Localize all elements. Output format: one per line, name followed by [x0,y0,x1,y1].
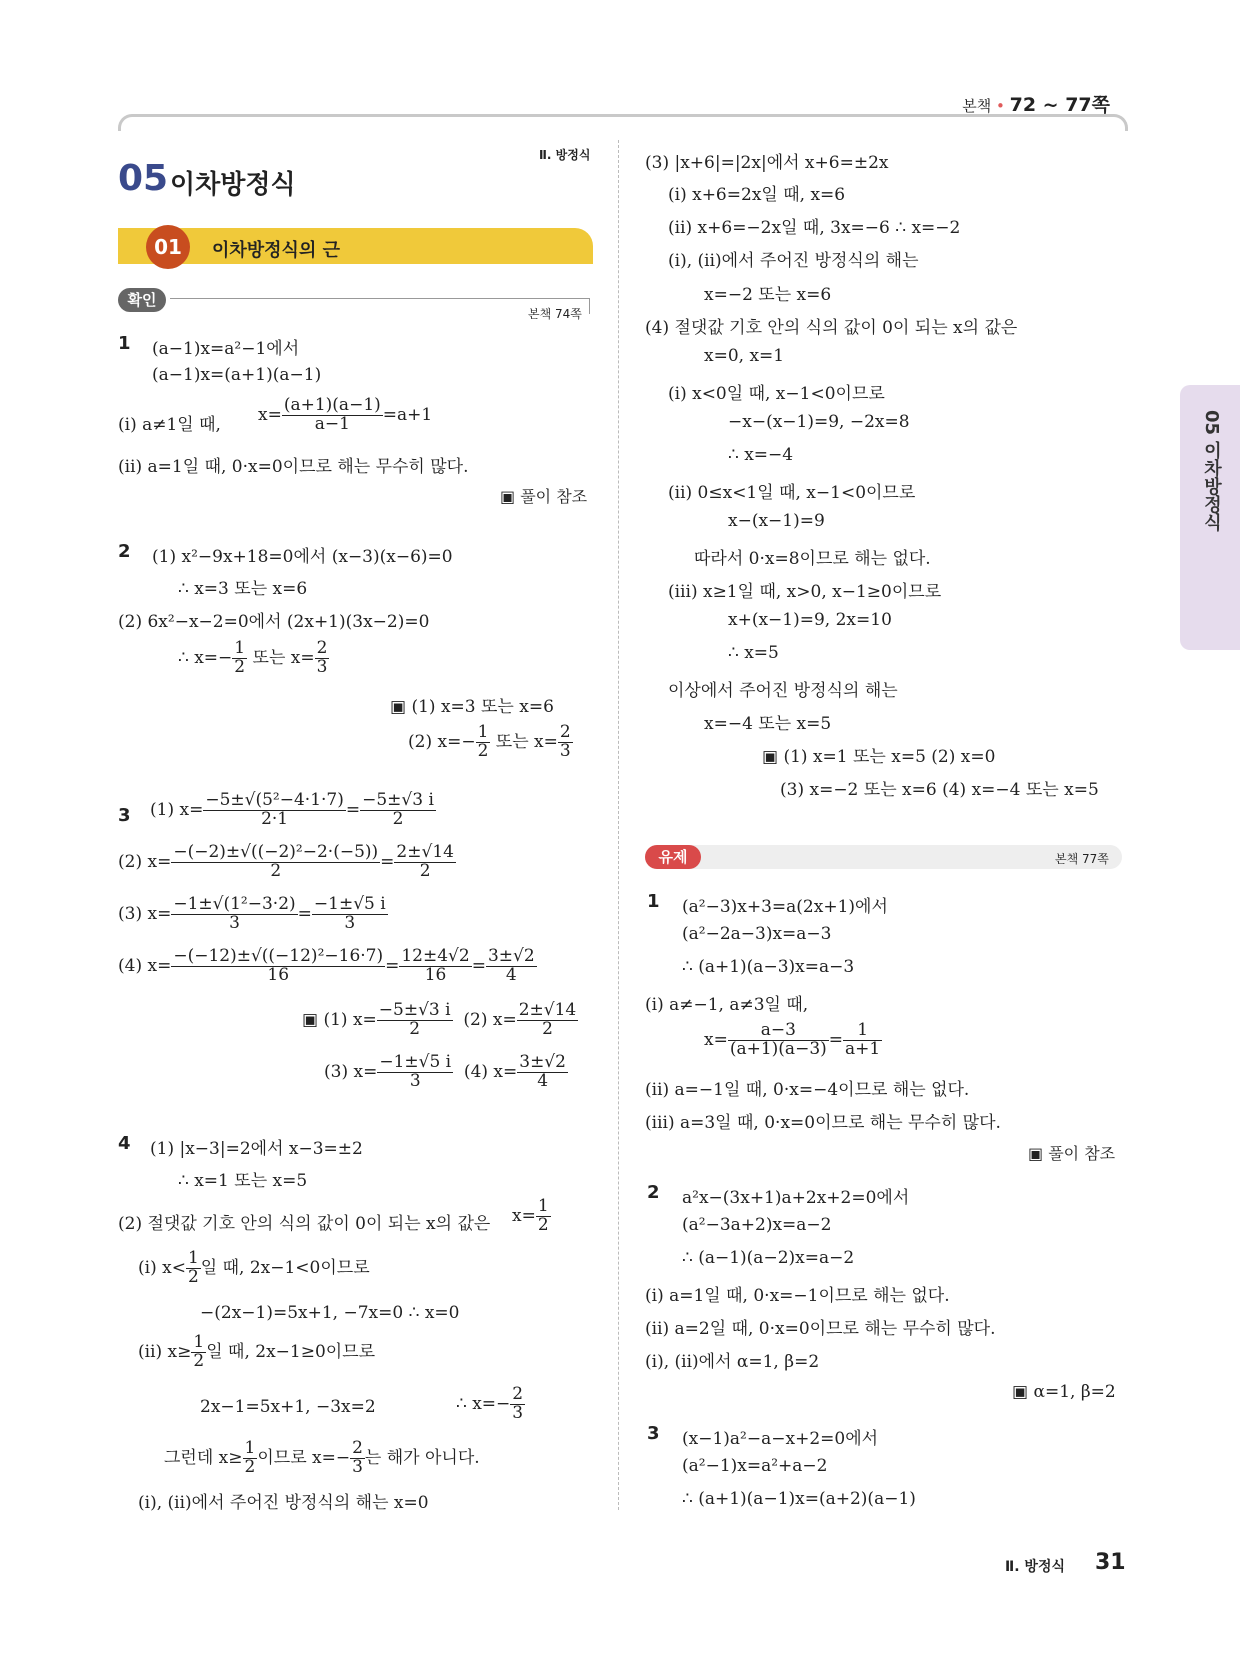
solution-line: (ⅰ) a=1일 때, 0·x=−1이므로 해는 없다. [645,1286,950,1306]
solution-line: (ⅱ) 0≤x<1일 때, x−1<0이므로 [668,483,916,503]
check-badge: 확인 [118,288,166,312]
answer-note-text: 풀이 참조 [520,487,588,506]
solution-line: 이상에서 주어진 방정식의 해는 [668,681,898,701]
solution-line: (ⅲ) a=3일 때, 0·x=0이므로 해는 무수히 많다. [645,1113,1001,1133]
solution-line: x+(x−1)=9, 2x=10 [728,610,892,630]
solution-line: (ⅰ) x+6=2x일 때, x=6 [668,185,846,205]
solution-line: ∴ x=1 또는 x=5 [178,1171,308,1191]
solution-line: (3) |x+6|=|2x|에서 x+6=±2x [645,153,889,173]
solution-line: a²x−(3x+1)a+2x+2=0에서 [682,1188,910,1208]
solution-line: (ⅲ) x≥1일 때, x>0, x−1≥0이므로 [668,582,942,602]
solution-line: (a²−1)x=a²+a−2 [682,1456,828,1476]
solution-line: (ⅱ) a=2일 때, 0·x=0이므로 해는 무수히 많다. [645,1319,996,1339]
solution-line: ∴ (a+1)(a−1)x=(a+2)(a−1) [682,1489,916,1509]
solution-line: (2) 절댓값 기호 안의 식의 값이 0이 되는 x의 값은 [118,1214,491,1234]
check-page-ref: 본책 74쪽 [528,307,582,321]
answer-text: (1) x=1 또는 x=5 (2) x=0 [783,747,996,767]
answer-text: (1) x=3 또는 x=6 [411,697,554,717]
solution-line: (ⅱ) x+6=−2x일 때, 3x=−6 ∴ x=−2 [668,218,961,238]
answer-fraction-line: ▣ (1) x= $\frac{-5\pm√3 i}{2}$ (2) x= $\frac{2\pm√14}{2}$ [302,1000,577,1039]
top-frame [118,114,1128,131]
solution-line: (ⅰ) a≠−1, a≠3일 때, [645,995,809,1015]
solution-line: ∴ (a−1)(a−2)x=a−2 [682,1248,855,1268]
solution-line: (a−1)x=a²−1에서 [152,339,300,359]
math-fraction-line: (ⅰ) x< $\frac{1}{2}$ 일 때, 2x−1<0이므로 [138,1248,370,1287]
solution-line: (ⅰ), (ⅱ)에서 주어진 방정식의 해는 x=0 [138,1493,429,1513]
problem-number: 1 [647,891,660,912]
solution-line: ∴ x=3 또는 x=6 [178,579,308,599]
answer-line: ▣ α=1, β=2 [1012,1382,1116,1402]
solution-line: ∴ x=5 [728,643,779,663]
solution-line: (ⅱ) a=−1일 때, 0·x=−4이므로 해는 없다. [645,1080,970,1100]
footer-part: Ⅱ. 방정식 [1005,1559,1065,1575]
section-title: 이차방정식의 근 [212,240,340,261]
math-fraction-line: x= $\frac{a-3}{(a+1)(a-3)}$ = $\frac{1}{a+1}$ [704,1020,881,1059]
ref-prefix: 본책 [962,97,992,115]
math-fraction-line: (2) x= $\frac{\text{−(−2)±√((−2)²−2·(−5))}}{2}$ = $\frac{2\pm√14}{2}$ [118,842,454,881]
side-tab-label: 05 이차방정식 [1201,410,1222,532]
solution-line: (ⅰ), (ⅱ)에서 α=1, β=2 [645,1352,820,1372]
math-fraction-line: x= $\frac{1}{2}$ [512,1196,549,1235]
chapter-number: 05 [118,158,169,199]
solution-line: (a−1)x=(a+1)(a−1) [152,365,322,385]
solution-line: (ⅰ), (ⅱ)에서 주어진 방정식의 해는 [668,251,919,271]
solution-line: (1) x²−9x+18=0에서 (x−3)(x−6)=0 [152,547,453,567]
practice-badge: 유제 [645,845,701,869]
solution-line: x=−2 또는 x=6 [704,285,832,305]
math-fraction-line: ∴ x=− $\frac{2}{3}$ [456,1384,524,1423]
practice-page-ref: 본책 77쪽 [1055,852,1109,866]
solution-line: (2) 6x²−x−2=0에서 (2x+1)(3x−2)=0 [118,612,430,632]
math-fraction-line: x= $\frac{(a+1)(a-1)}{a-1}$ =a+1 [258,395,433,434]
section-number-badge: 01 [146,225,190,269]
ref-pages: 72 ~ 77쪽 [1009,94,1110,116]
chapter-side-tab[interactable] [1180,385,1240,650]
problem-number: 2 [647,1182,660,1203]
answer-text: α=1, β=2 [1033,1382,1116,1402]
answer-fraction-line: (2) x=− $\frac{1}{2}$ 또는 x= $\frac{2}{3}$ [408,722,571,761]
math-fraction-line: (4) x= $\frac{\text{−(−12)±√((−12)²−16·7)}}{16}$ = $\frac{12\pm 4√2}{16}$ = $\frac{3\pm√2}{4}$ [118,946,535,985]
solution-line: x−(x−1)=9 [728,511,825,531]
solution-line: x=0, x=1 [704,346,785,366]
math-fraction-line: ∴ x=− $\frac{1}{2}$ 또는 x= $\frac{2}{3}$ [178,638,328,677]
solution-line: (ⅰ) x<0일 때, x−1<0이므로 [668,384,885,404]
part-label: Ⅱ. 방정식 [539,148,591,162]
math-fraction-line: (3) x= $\frac{\text{−1±√(1²−3·2)}}{3}$ = $\frac{-1\pm√5 i}{3}$ [118,894,386,933]
solution-line: (x−1)a²−a−x+2=0에서 [682,1429,879,1449]
problem-number: 1 [118,333,131,354]
problem-number: 4 [118,1133,131,1154]
answer-line: (3) x=−2 또는 x=6 (4) x=−4 또는 x=5 [780,780,1099,800]
solution-line: ∴ (a+1)(a−3)x=a−3 [682,957,855,977]
solution-line: (ⅰ) a≠1일 때, [118,415,221,435]
page-reference: 본책 • 72 ~ 77쪽 [962,94,1110,116]
math-fraction-line: (1) x= $\frac{\text{−5±√(5²−4·1·7)}}{2\cdot 1}$ = $\frac{-5\pm√3 i}{2}$ [150,790,434,829]
solution-line: (a²−3)x+3=a(2x+1)에서 [682,897,888,917]
problem-number: 3 [118,805,131,826]
math-fraction-line: 그런데 x≥ $\frac{1}{2}$ 이므로 x=− $\frac{2}{3}$ 는 해가 아니다. [164,1438,480,1477]
page-number: 31 [1095,1550,1126,1575]
math-fraction-line: (ⅱ) x≥ $\frac{1}{2}$ 일 때, 2x−1≥0이므로 [138,1332,376,1371]
practice-bar [645,845,1122,869]
column-divider [618,140,619,1510]
answer-line: ▣ (1) x=1 또는 x=5 (2) x=0 [762,747,996,767]
solution-line: (4) 절댓값 기호 안의 식의 값이 0이 되는 x의 값은 [645,318,1018,338]
chapter-title: 이차방정식 [170,170,296,200]
answer-note: ▣ 풀이 참조 [1028,1144,1116,1163]
solution-line: (a²−3a+2)x=a−2 [682,1215,832,1235]
answer-note-text: 풀이 참조 [1048,1144,1116,1163]
check-rule-end [589,298,590,314]
answer-line: ▣ (1) x=3 또는 x=6 [390,697,554,717]
solution-line: ∴ x=−4 [728,445,794,465]
solution-line: (a²−2a−3)x=a−3 [682,924,832,944]
solution-line: 따라서 0·x=8이므로 해는 없다. [694,549,931,569]
solution-line: (1) |x−3|=2에서 x−3=±2 [150,1139,363,1159]
solution-line: (ⅱ) a=1일 때, 0·x=0이므로 해는 무수히 많다. [118,457,469,477]
problem-number: 2 [118,541,131,562]
solution-line: x=−4 또는 x=5 [704,714,832,734]
problem-number: 3 [647,1423,660,1444]
check-rule [170,298,590,299]
answer-note: ▣ 풀이 참조 [500,487,588,506]
answer-fraction-line: (3) x= $\frac{-1\pm√5 i}{3}$ (4) x= $\frac{3\pm√2}{4}$ [324,1052,566,1091]
solution-line: −x−(x−1)=9, −2x=8 [728,412,910,432]
solution-line: −(2x−1)=5x+1, −7x=0 ∴ x=0 [200,1303,460,1323]
solution-line: 2x−1=5x+1, −3x=2 [200,1397,376,1417]
